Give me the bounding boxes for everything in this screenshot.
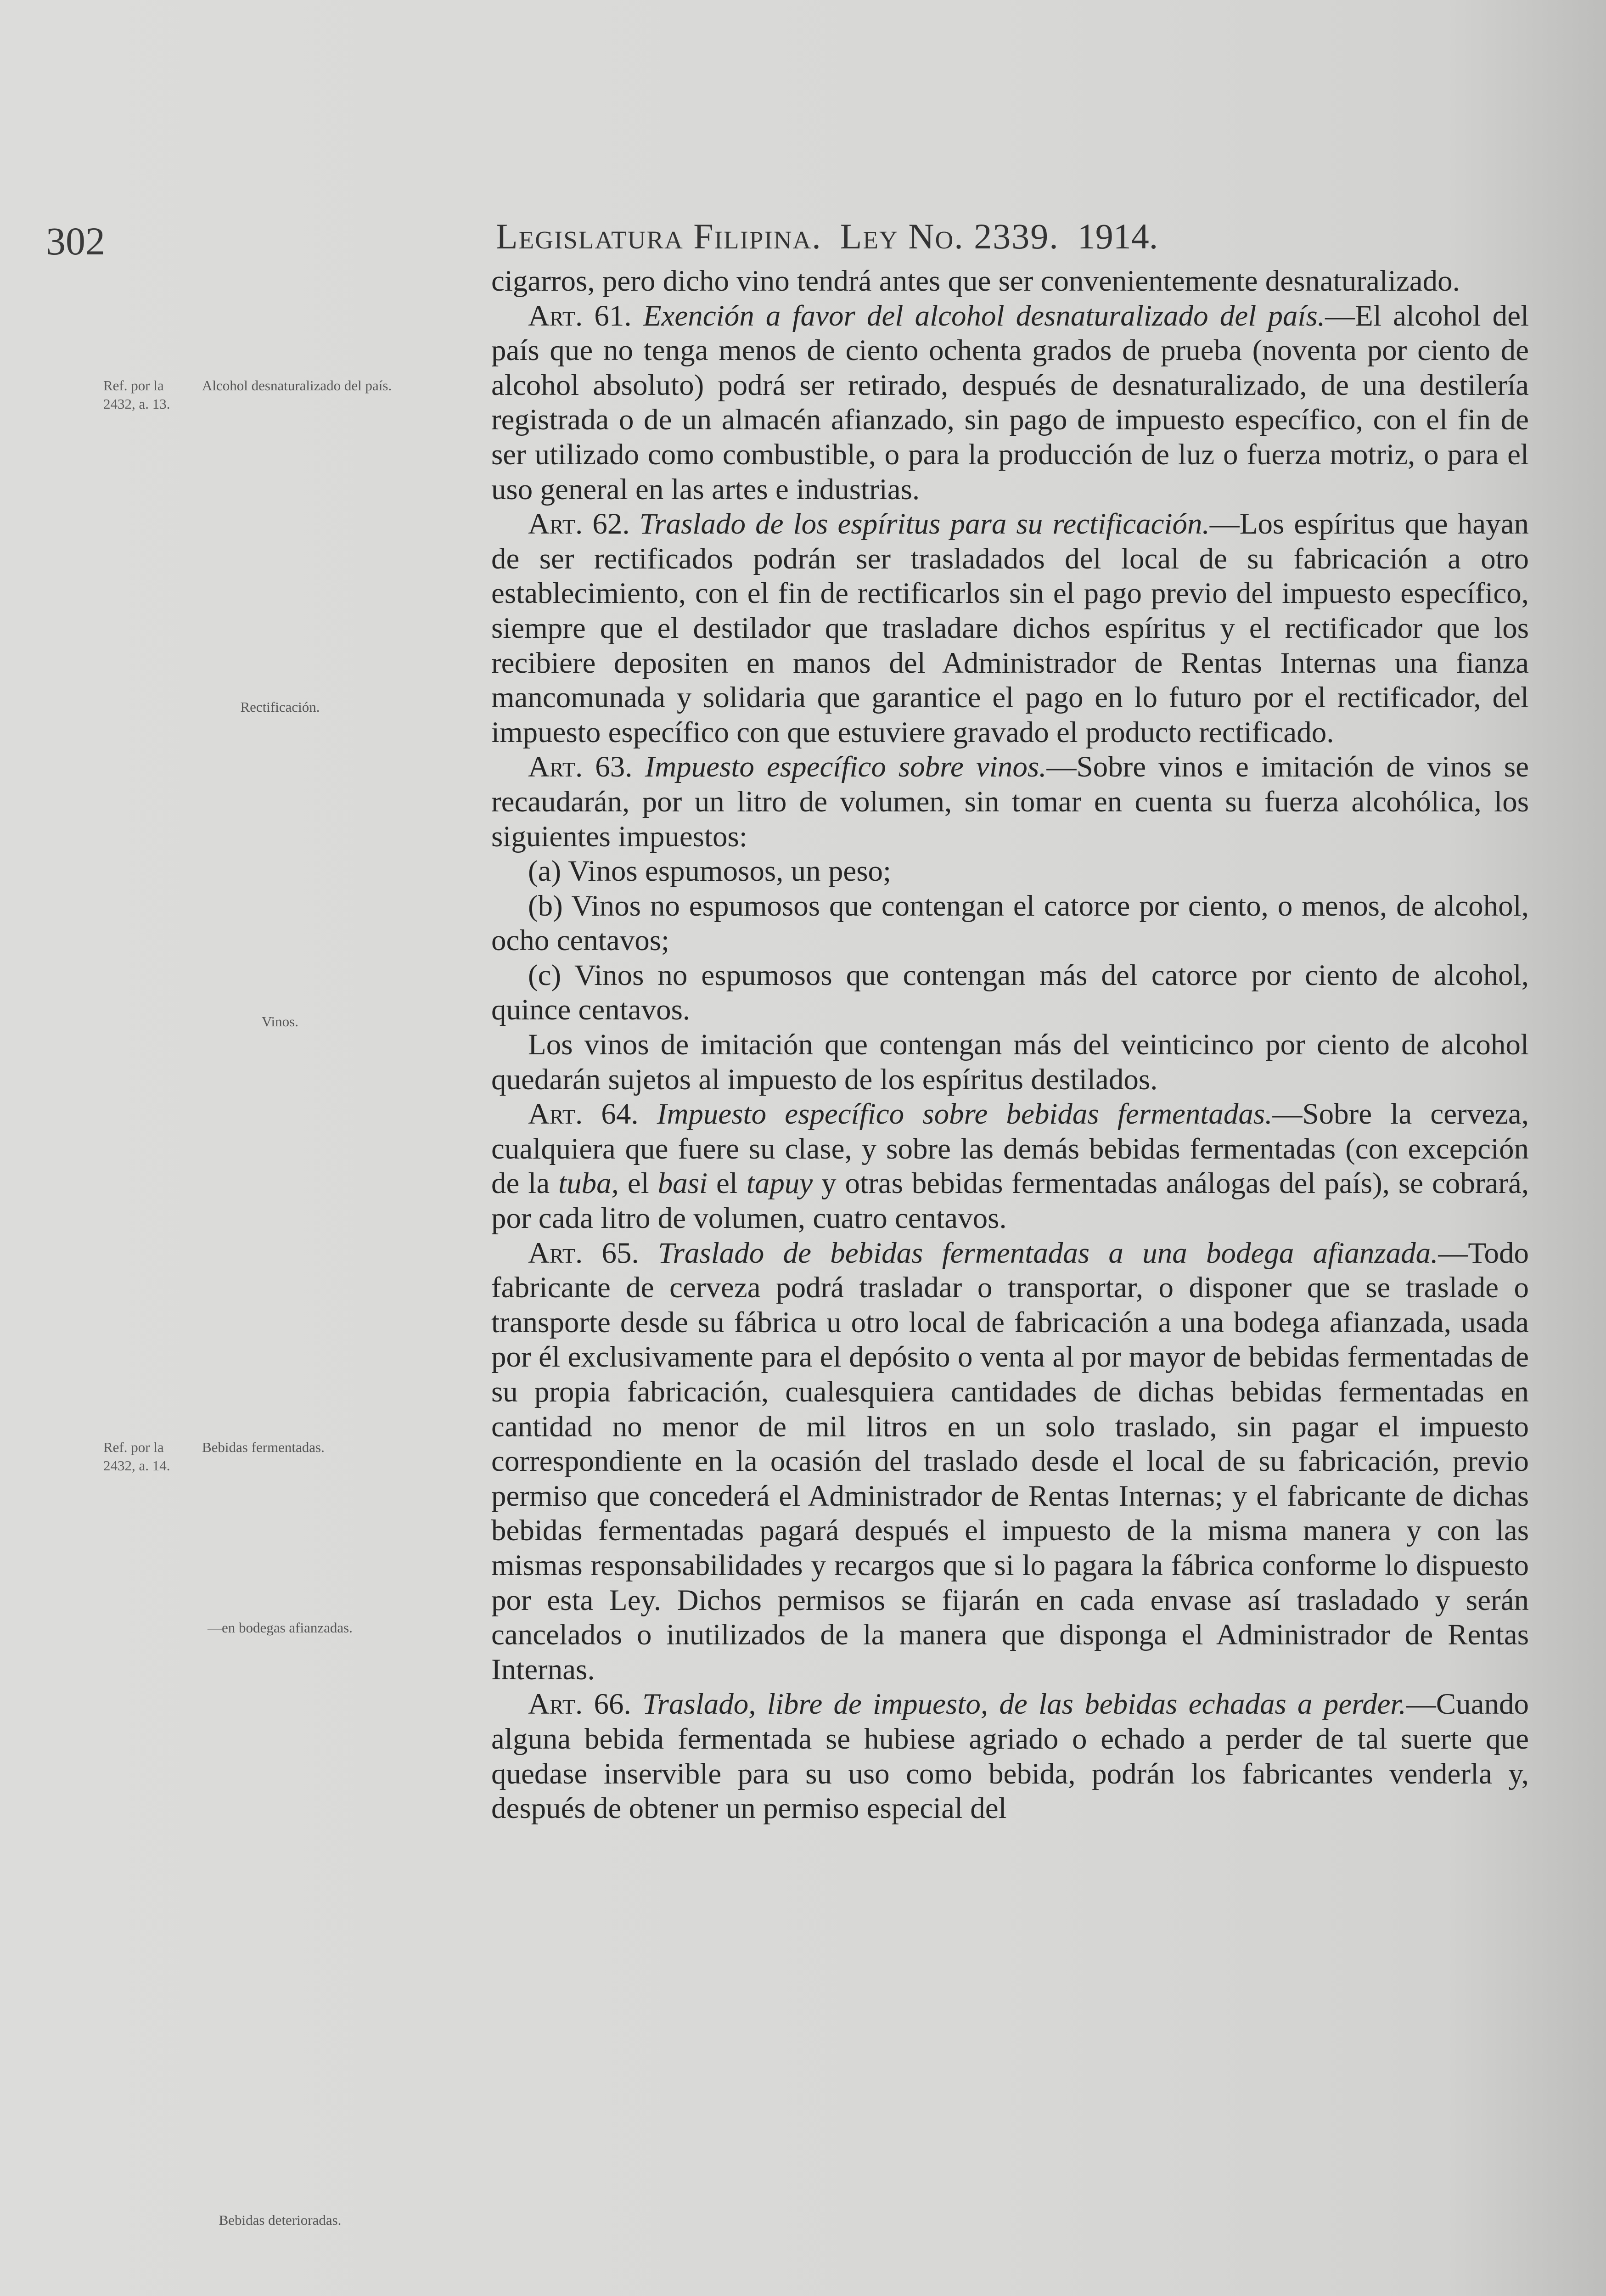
article-text: —Cuando alguna bebida fermentada se hubiese agriado o echado a perder de tal suerte que quedase inservible para su uso como bebida, podrán los fabricantes venderla y, después de obtener un permiso especial del <box>491 1688 1529 1825</box>
article-label: Art. 61. <box>528 299 632 332</box>
article-text: —Sobre vinos e imitación de vinos se recaudarán, por un litro de volumen, sin tomar en cuenta su fuerza alcohólica, los siguientes impuestos: <box>491 750 1529 853</box>
article-title: Exención a favor del alcohol desnaturalizado del país. <box>643 299 1325 332</box>
article-title: Impuesto específico sobre vinos. <box>645 750 1047 784</box>
article-title: Traslado, libre de impuesto, de las bebidas echadas a perder. <box>642 1688 1406 1721</box>
article-63 <box>491 750 1529 854</box>
margin-note-ref: Ref. por la 2432, a. 14. <box>103 1439 170 1474</box>
article-62 <box>491 507 1529 750</box>
margin-note-subject: Bebidas deterioradas. <box>219 2212 342 2228</box>
running-head-legislatura: Legislatura Filipina. <box>496 216 822 256</box>
article-61 <box>491 299 1529 507</box>
article-label: Art. 62. <box>528 507 630 541</box>
margin-note-subject: Alcohol desnaturalizado del país. <box>202 377 392 394</box>
page-number: 302 <box>46 219 105 263</box>
article-66 <box>491 1687 1529 1826</box>
running-head-ley: Ley No. 2339. <box>840 216 1059 256</box>
article-63-item-b: (b) Vinos no espumosos que contengan el catorce por ciento, o menos, de alcohol, ocho centavos; <box>491 889 1529 957</box>
margin-note-ref: Ref. por la 2432, a. 13. <box>103 377 170 412</box>
article-63-item-a: (a) Vinos espumosos, un peso; <box>528 855 892 888</box>
article-label: Art. 66. <box>528 1688 631 1721</box>
article-64: Art. 64. Impuesto específico sobre bebidas fermentadas.—Sobre la cerveza, cualquiera que fuere su clase, y sobre las demás bebidas fermentadas (con excepción de la tuba, el basi el tapuy y otras bebidas fermentadas análogas del país), se cobrará, por cada litro de volumen, cuatro centavos. <box>491 1097 1529 1235</box>
article-text: —Los espíritus que hayan de ser rectificados podrán ser trasladados del local de su fabricación a otro establecimiento, con el fin de rectificarlos sin el pago previo del impuesto específico, siempre que el destilador que trasladare dichos espíritus y el rectificador que los recibiere depositen en manos del Administrador de Rentas Internas una fianza mancomunada y solidaria que garantice el pago en lo futuro por el rectificador, del impuesto específico con que estuviere gravado el producto rectificado. <box>491 507 1529 749</box>
article-65 <box>491 1236 1529 1688</box>
running-head <box>496 216 1437 257</box>
article-label: Art. 64. <box>528 1097 639 1131</box>
body-text <box>491 264 1529 1826</box>
paragraph-continuation: cigarros, pero dicho vino tendrá antes que ser convenientemente desnaturalizado. <box>491 264 1460 298</box>
article-text: —El alcohol del país que no tenga menos de ciento ochenta grados de prueba (noventa por ciento de alcohol absoluto) podrá ser retirado, después de desnaturalizado, de una destilería registrada o de un almacén afianzado, sin pago de impuesto específico, con el fin de ser utilizado como combustible, o para la producción de luz o fuerza motriz, o para el uso general en las artes e industrias. <box>491 299 1529 506</box>
article-label: Art. 63. <box>528 750 633 784</box>
article-63-item-c: (c) Vinos no espumosos que contengan más del catorce por ciento de alcohol, quince centavos. <box>491 958 1529 1027</box>
article-label: Art. 65. <box>528 1236 639 1270</box>
margin-note-subject: Bebidas fermentadas. <box>202 1439 325 1455</box>
article-63-tail: Los vinos de imitación que contengan más del veinticinco por ciento de alcohol quedarán sujetos al impuesto de los espíritus destilados. <box>491 1028 1529 1096</box>
article-title: Traslado de bebidas fermentadas a una bodega afianzada. <box>658 1236 1438 1270</box>
margin-note-subject: Rectificación. <box>240 699 320 715</box>
article-title: Impuesto específico sobre bebidas fermentadas. <box>657 1097 1273 1131</box>
margin-note-subject: Vinos. <box>262 1013 298 1030</box>
running-head-year: 1914. <box>1077 216 1158 256</box>
article-text: —Todo fabricante de cerveza podrá trasladar o transportar, o disponer que se traslade o transporte desde su fábrica u otro local de fabricación a una bodega afianzada, usada por él exclusivamente para el depósito o venta al por mayor de bebidas fermentadas de su propia fabricación, cualesquiera cantidades de dichas bebidas fermentadas en cantidad no menor de mil litros en un solo traslado, sin pagar el impuesto correspondiente en la ocasión del traslado desde el local de su fabricación, previo permiso que concederá el Administrador de Rentas Internas; y el fabricante de dichas bebidas fermentadas pagará después el impuesto de la misma manera y con las mismas responsabilidades y recargos que si lo pagara la fábrica conforme lo dispuesto por esta Ley. Dichos permisos se fijarán en cada envase así trasladado y serán cancelados o inutilizados de la manera que disponga el Administrador de Rentas Internas. <box>491 1236 1529 1686</box>
margin-note-subject: —en bodegas afianzadas. <box>208 1620 353 1636</box>
article-title: Traslado de los espíritus para su rectificación. <box>639 507 1210 541</box>
